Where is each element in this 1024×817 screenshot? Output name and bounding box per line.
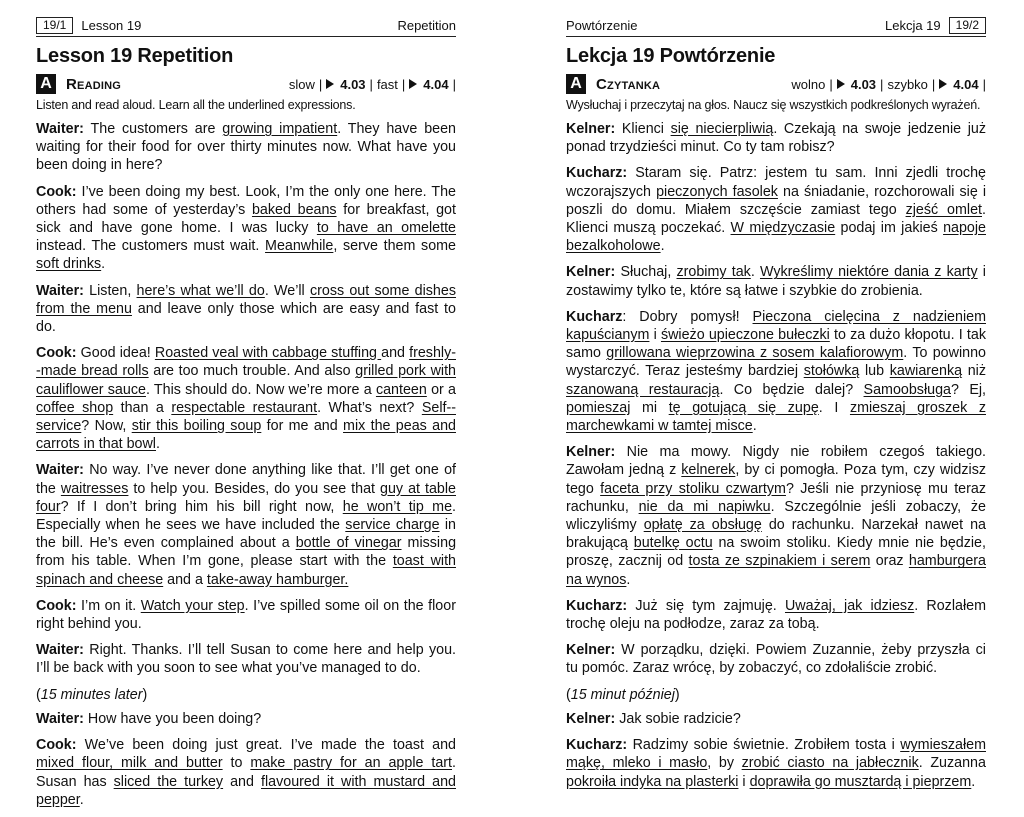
dialogue (566, 120, 986, 791)
dialogue-paragraph: Kelner: Klienci się niecierpliwią. Czekają na swoje jedzenie już ponad trzydzieści minut. Co ty tam robisz? (566, 121, 986, 156)
dialogue-paragraph: Waiter: Right. Thanks. I’ll tell Susan to come here and help you. I’ll be back with you soon to see what you’ve managed to do. (36, 642, 456, 677)
dialogue-paragraph: Kelner: W porządku, dzięki. Powiem Zuzannie, żeby przyszła ci tu pomóc. Zaraz wrócę, by zobaczyć, co zdołaliście zrobić. (566, 642, 986, 677)
play-icon[interactable] (837, 79, 845, 89)
dialogue-paragraph: Waiter: How have you been doing? (36, 710, 262, 727)
header-section: Repetition (397, 17, 456, 33)
header-section: Powtórzenie (566, 17, 638, 33)
dialogue-paragraph: Cook: I’m on it. Watch your step. I’ve spilled some oil on the floor right behind you. (36, 597, 456, 633)
dialogue-paragraph: Waiter: The customers are growing impatient. They have been waiting for their food for over thirty minutes now. What have you been doing in here? (36, 121, 456, 174)
section-header (566, 74, 986, 94)
instruction: Listen and read aloud. Learn all the underlined expressions. (36, 98, 356, 112)
play-icon[interactable] (409, 79, 417, 89)
right-running-header (566, 14, 986, 37)
dialogue-paragraph: Waiter: Listen, here’s what we’ll do. We’ll cross out some dishes from the menu and leave only those which are easy and fast to do. (36, 282, 456, 336)
fast-track[interactable]: 4.04 (953, 76, 979, 92)
header-lesson: Lesson 19 (81, 17, 142, 33)
dialogue-paragraph: Kucharz: Staram się. Patrz: jestem tu sam. Inni zjedli trochę wczorajszych pieczonych fasolek na śniadanie, rozchorowali się i poszli do domu. Miałem szczęście zamiast tego zjeść omlet. Klienci muszą poczekać. W międzyczasie podaj im jakieś napoje bezalkoholowe. (566, 165, 986, 255)
page-number: 19/2 (949, 17, 986, 34)
page-title: Lekcja 19 Powtórzenie (566, 45, 776, 67)
page-number: 19/1 (36, 17, 73, 34)
right-page (566, 0, 986, 799)
slow-track[interactable]: 4.03 (340, 76, 366, 92)
dialogue-paragraph: Cook: Good idea! Roasted veal with cabbage stuffing and freshly--made bread rolls are too much trouble. And also grilled pork with cauliflower sauce. This should do. Now we’re more a canteen or a coffee shop than a respectable restaurant. What’s next? Self--service? Now, stir this boiling soup for me and mix the peas and carrots in that bowl. (36, 345, 457, 453)
header-lesson: Lekcja 19 (884, 17, 941, 33)
left-page (36, 0, 456, 817)
dialogue-paragraph: (15 minut później) (566, 686, 680, 703)
audio-tracks: slow | 4.03 | fast | 4.04 | (288, 76, 456, 92)
page-title: Lesson 19 Repetition (36, 45, 234, 67)
section-header (36, 74, 456, 94)
dialogue-paragraph: Kelner: Nie ma mowy. Nigdy nie robiłem czegoś takiego. Zawołam jedną z kelnerek, by ci pomogła. Poza tym, czy widzisz tego faceta przy stoliku czwartym? Jeśli nie przyniosę mu teraz rachunku, nie da mi napiwku. Szczególnie jeśli zobaczy, że wliczyliśmy opłatę za obsługę do rachunku. Narzekał nawet na brakującą butelkę octu na swoim stoliku. Kiedy mnie nie będzie, proszę, zacznij od tosta ze szpinakiem i serem oraz hamburgera na wynos. (566, 444, 986, 588)
dialogue (36, 120, 456, 809)
slow-label: wolno (791, 76, 826, 92)
section-letter: A (566, 74, 586, 94)
dialogue-paragraph: Kucharz: Już się tym zajmuję. Uważaj, jak idziesz. Rozlałem trochę oleju na podłodze, zaraz za tobą. (566, 597, 986, 633)
dialogue-paragraph: Cook: I’ve been doing my best. Look, I’m the only one here. The others had some of yesterday’s baked beans for breakfast, got sick and have gone home. I was lucky to have an omelette instead. The customers must wait. Meanwhile, serve them some soft drinks. (36, 183, 457, 273)
play-icon[interactable] (326, 79, 334, 89)
section-title: Czytanka (596, 75, 661, 93)
play-icon[interactable] (939, 79, 947, 89)
dialogue-paragraph: (15 minutes later) (36, 686, 148, 703)
fast-label: szybko (887, 76, 928, 92)
audio-tracks: wolno | 4.03 | szybko | 4.04 | (791, 76, 986, 92)
dialogue-paragraph: Kelner: Jak sobie radzicie? (566, 710, 741, 727)
fast-track[interactable]: 4.04 (423, 76, 449, 92)
dialogue-paragraph: Cook: We’ve been doing just great. I’ve made the toast and mixed flour, milk and butter to make pastry for an apple tart. Susan has sliced the turkey and flavoured it with mustard and pepper. (36, 737, 456, 808)
slow-label: slow (288, 76, 315, 92)
instruction: Wysłuchaj i przeczytaj na głos. Naucz się wszystkich podkreślonych wyrażeń. (566, 98, 981, 112)
left-running-header (36, 14, 456, 37)
section-letter: A (36, 74, 56, 94)
fast-label: fast (376, 76, 398, 92)
dialogue-paragraph: Waiter: No way. I’ve never done anything like that. I’ll get one of the waitresses to help you. Besides, do you see that guy at table four? If I don’t bring him his bill right now, he won’t tip me. Especially when he sees we have included the service charge in the bill. He’s even complained about a bottle of vinegar missing from his table. When I’m gone, please start with the toast with spinach and cheese and a take-away hamburger. (36, 462, 457, 588)
section-title: Reading (66, 75, 122, 93)
dialogue-paragraph: Kelner: Słuchaj, zrobimy tak. Wykreślimy niektóre dania z karty i zostawimy tylko te, które są łatwe i szybkie do zrobienia. (566, 264, 986, 299)
slow-track[interactable]: 4.03 (850, 76, 877, 92)
dialogue-paragraph: Kucharz: Radzimy sobie świetnie. Zrobiłem tosta i wymieszałem mąkę, mleko i masło, by zrobić ciasto na jabłecznik. Zuzanna pokroiła indyka na plasterki i doprawiła go musztardą i pieprzem. (566, 737, 986, 790)
dialogue-paragraph: Kucharz: Dobry pomysł! Pieczona cielęcina z nadzieniem kapuścianym i świeżo upieczone bułeczki to za dużo kłopotu. I tak samo grillowana wieprzowina z sosem kalafiorowym. To powinno wystarczyć. Teraz jesteśmy bardziej stołówką lub kawiarenką niż szanowaną restauracją. Co będzie dalej? Samoobsługa? Ej, pomieszaj mi tę gotującą się zupę. I zmieszaj groszek z marchewkami w tamtej misce. (566, 308, 987, 435)
